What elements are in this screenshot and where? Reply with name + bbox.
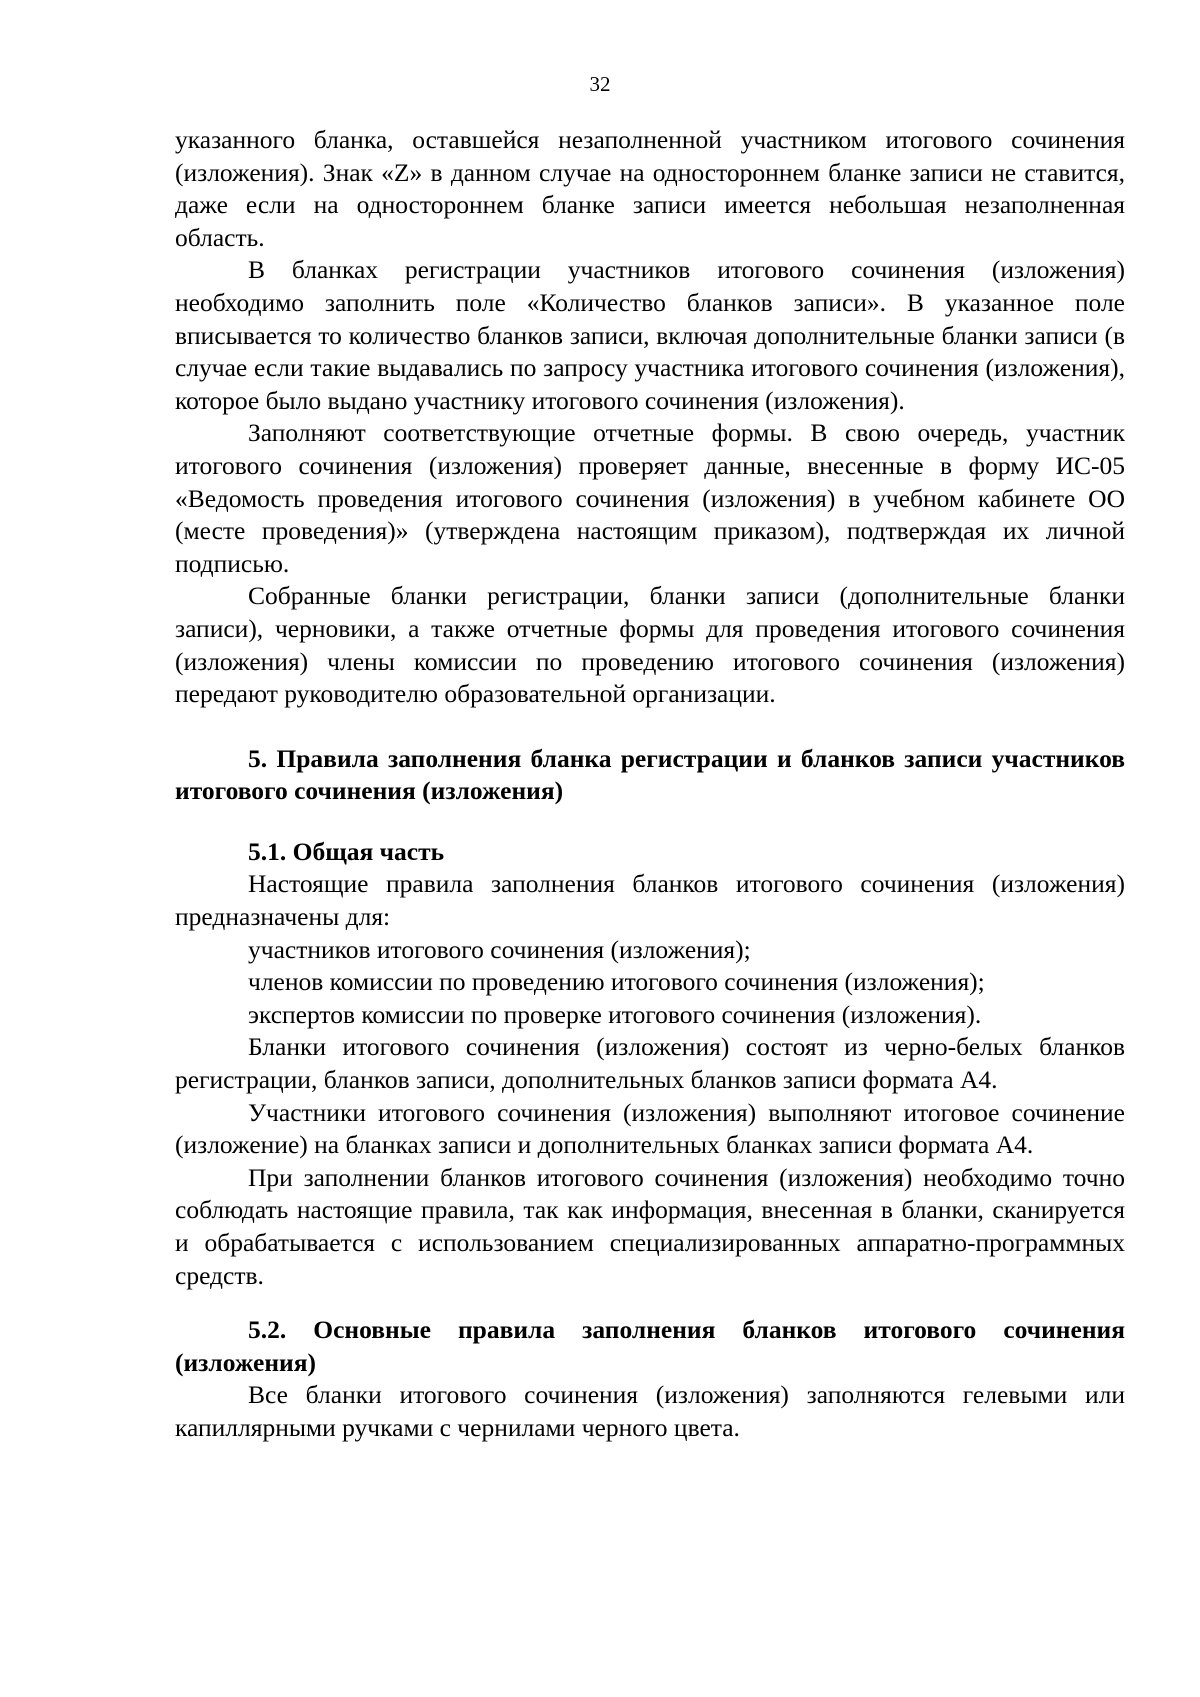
paragraph-continuation: указанного бланка, оставшейся незаполненной участником итогового сочинения (изложения). Знак «Z» в данном случае на одностороннем бланке записи не ставится, даже если на одностороннем бланке записи имеется небольшая незаполненная область. [175,125,1125,252]
page-content [175,124,1125,1445]
paragraph-registration-count: В бланках регистрации участников итогового сочинения (изложения) необходимо заполнить поле «Количество бланков записи». В указанное поле вписывается то количество бланков записи, включая дополнительные бланки записи (в случае если такие выдавались по запросу участника итогового сочинения (изложения), которое было выдано участнику итогового сочинения (изложения). [175,255,1125,415]
page-number: 32 [589,72,611,96]
paragraph-ink-rules: Все бланки итогового сочинения (изложения) заполняются гелевыми или капиллярными ручками с чернилами черного цвета. [175,1380,1125,1442]
list-item-participants: участников итогового сочинения (изложения); [248,934,751,964]
spacer [175,711,1125,743]
section-5-heading: 5. Правила заполнения бланка регистрации и бланков записи участников итогового сочинения (изложения) [175,743,1125,806]
paragraph-blank-types: Бланки итогового сочинения (изложения) состоят из черно-белых бланков регистрации, бланков записи, дополнительных бланков записи формата А4. [175,1032,1125,1095]
paragraph-collected-forms: Собранные бланки регистрации, бланки записи (дополнительные бланки записи), черновики, а также отчетные формы для проведения итогового сочинения (изложения) члены комиссии по проведению итогового сочинения (изложения) передают руководителю образовательной организации. [175,581,1125,709]
spacer [175,808,1125,836]
paragraph-report-forms: Заполняют соответствующие отчетные формы. В свою очередь, участник итогового сочинения (изложения) проверяет данные, внесенные в форму ИС-05 «Ведомость проведения итогового сочинения (изложения) в учебном кабинете ОО (месте проведения)» (утверждена настоящим приказом), подтверждая их личной подписью. [175,418,1125,578]
section-5-1-heading: 5.1. Общая часть [248,836,445,866]
section-5-2-heading: 5.2. Основные правила заполнения бланков итогового сочинения (изложения) [175,1315,1125,1377]
spacer [175,1292,1125,1314]
paragraph-filling-rules: При заполнении бланков итогового сочинения (изложения) необходимо точно соблюдать настоящие правила, так как информация, внесенная в бланки, сканируется и обрабатывается с использованием специализированных аппаратно-программных средств. [175,1162,1125,1290]
section-5-1-intro: Настоящие правила заполнения бланков итогового сочинения (изложения) предназначены для: [175,869,1125,932]
list-item-commission-members: членов комиссии по проведению итогового сочинения (изложения); [248,967,985,997]
list-item-experts: экспертов комиссии по проверке итогового сочинения (изложения). [248,999,982,1029]
paragraph-participants-write: Участники итогового сочинения (изложения) выполняют итоговое сочинение (изложение) на бланках записи и дополнительных бланках записи формата А4. [175,1097,1125,1160]
